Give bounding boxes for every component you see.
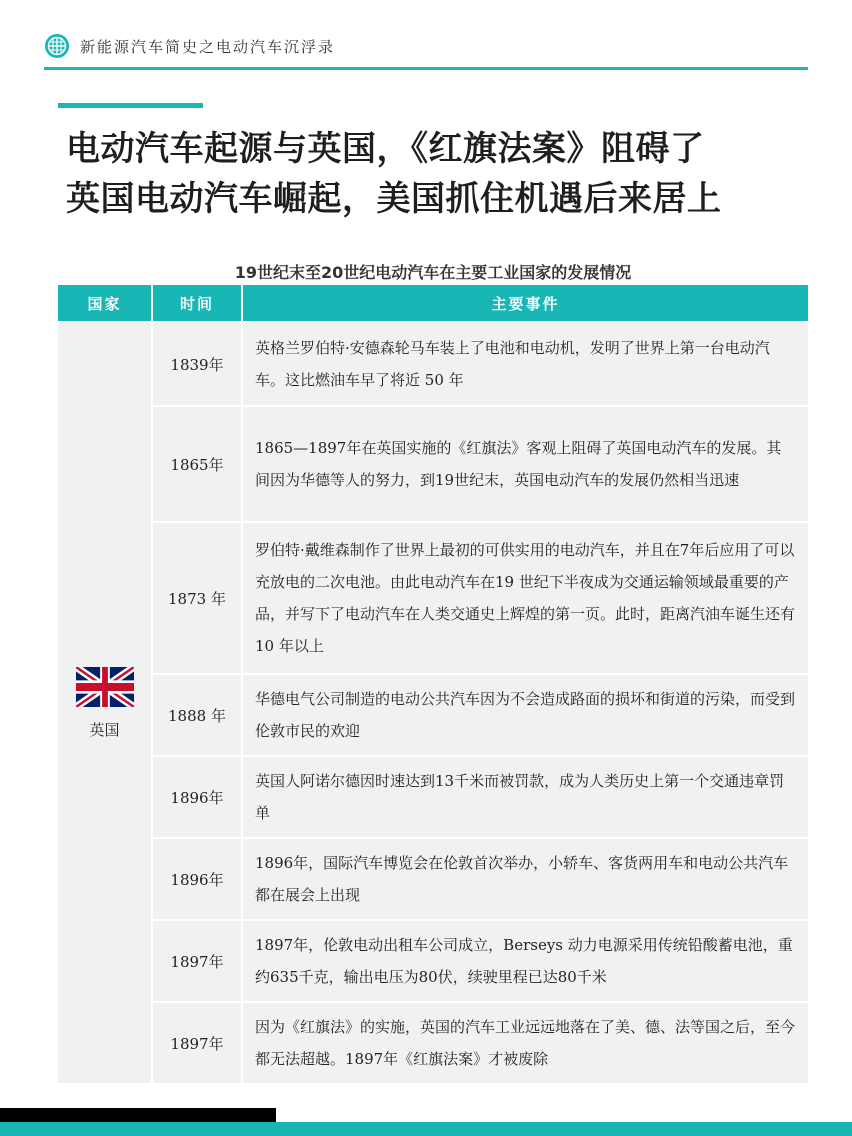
header-country: 国家 bbox=[58, 285, 152, 322]
footer-accent-bar bbox=[0, 1122, 852, 1136]
title-accent-bar bbox=[58, 103, 203, 108]
page-header bbox=[44, 32, 335, 60]
table-row bbox=[58, 522, 808, 674]
table-row bbox=[58, 1002, 808, 1083]
row-event: 英格兰罗伯特·安德森轮马车装上了电池和电动机，发明了世界上第一台电动汽车。这比燃油车早了将近 50 年 bbox=[242, 322, 808, 406]
country-name: 英国 bbox=[89, 720, 120, 739]
row-time: 1897年 bbox=[152, 920, 242, 1002]
page-title-line-1: 电动汽车起源与英国，《红旗法案》阻碍了 bbox=[66, 129, 705, 169]
row-event: 因为《红旗法》的实施，英国的汽车工业远远地落在了美、德、法等国之后，至今都无法超越。1897年《红旗法案》才被废除 bbox=[242, 1002, 808, 1083]
row-time: 1896年 bbox=[152, 838, 242, 920]
row-time: 1865年 bbox=[152, 406, 242, 522]
footer-dark-bar bbox=[0, 1108, 276, 1122]
row-event: 英国人阿诺尔德因时速达到13千米而被罚款，成为人类历史上第一个交通违章罚单 bbox=[242, 756, 808, 838]
row-event: 华德电气公司制造的电动公共汽车因为不会造成路面的损坏和街道的污染，而受到伦敦市民的欢迎 bbox=[242, 674, 808, 756]
row-event: 1865—1897年在英国实施的《红旗法》客观上阻碍了英国电动汽车的发展。其间因为华德等人的努力，到19世纪末，英国电动汽车的发展仍然相当迅速 bbox=[242, 406, 808, 522]
table-row bbox=[58, 756, 808, 838]
table-caption: 19世纪末至20世纪电动汽车在主要工业国家的发展情况 bbox=[234, 263, 632, 282]
header-divider bbox=[44, 67, 808, 70]
table-header-row bbox=[58, 285, 808, 322]
header-events: 主要事件 bbox=[242, 285, 808, 322]
uk-flag-icon bbox=[76, 667, 134, 707]
country-cell bbox=[58, 322, 152, 1083]
header-time: 时间 bbox=[152, 285, 242, 322]
events-table bbox=[58, 285, 808, 1083]
row-event: 1897年，伦敦电动出租车公司成立，Berseys 动力电源采用传统铅酸蓄电池，重约635千克，输出电压为80伏，续驶里程已达80千米 bbox=[242, 920, 808, 1002]
globe-grid-icon bbox=[44, 33, 70, 59]
page-title-line-2: 英国电动汽车崛起，美国抓住机遇后来居上 bbox=[66, 179, 722, 219]
row-event: 1896年，国际汽车博览会在伦敦首次举办，小轿车、客货两用车和电动公共汽车都在展会上出现 bbox=[242, 838, 808, 920]
table-row bbox=[58, 674, 808, 756]
row-time: 1888 年 bbox=[152, 674, 242, 756]
row-time: 1839年 bbox=[152, 322, 242, 406]
page-title bbox=[66, 124, 806, 224]
row-time: 1896年 bbox=[152, 756, 242, 838]
table-row bbox=[58, 322, 808, 406]
row-time: 1897年 bbox=[152, 1002, 242, 1083]
row-time: 1873 年 bbox=[152, 522, 242, 674]
row-event: 罗伯特·戴维森制作了世界上最初的可供实用的电动汽车，并且在7年后应用了可以充放电的二次电池。由此电动汽车在19 世纪下半夜成为交通运输领域最重要的产品，并写下了电动汽车在人类交通史上辉煌的第一页。此时，距离汽油车诞生还有 10 年以上 bbox=[242, 522, 808, 674]
table-row bbox=[58, 406, 808, 522]
header-title: 新能源汽车简史之电动汽车沉浮录 bbox=[80, 37, 336, 56]
table-row bbox=[58, 920, 808, 1002]
table-row bbox=[58, 838, 808, 920]
